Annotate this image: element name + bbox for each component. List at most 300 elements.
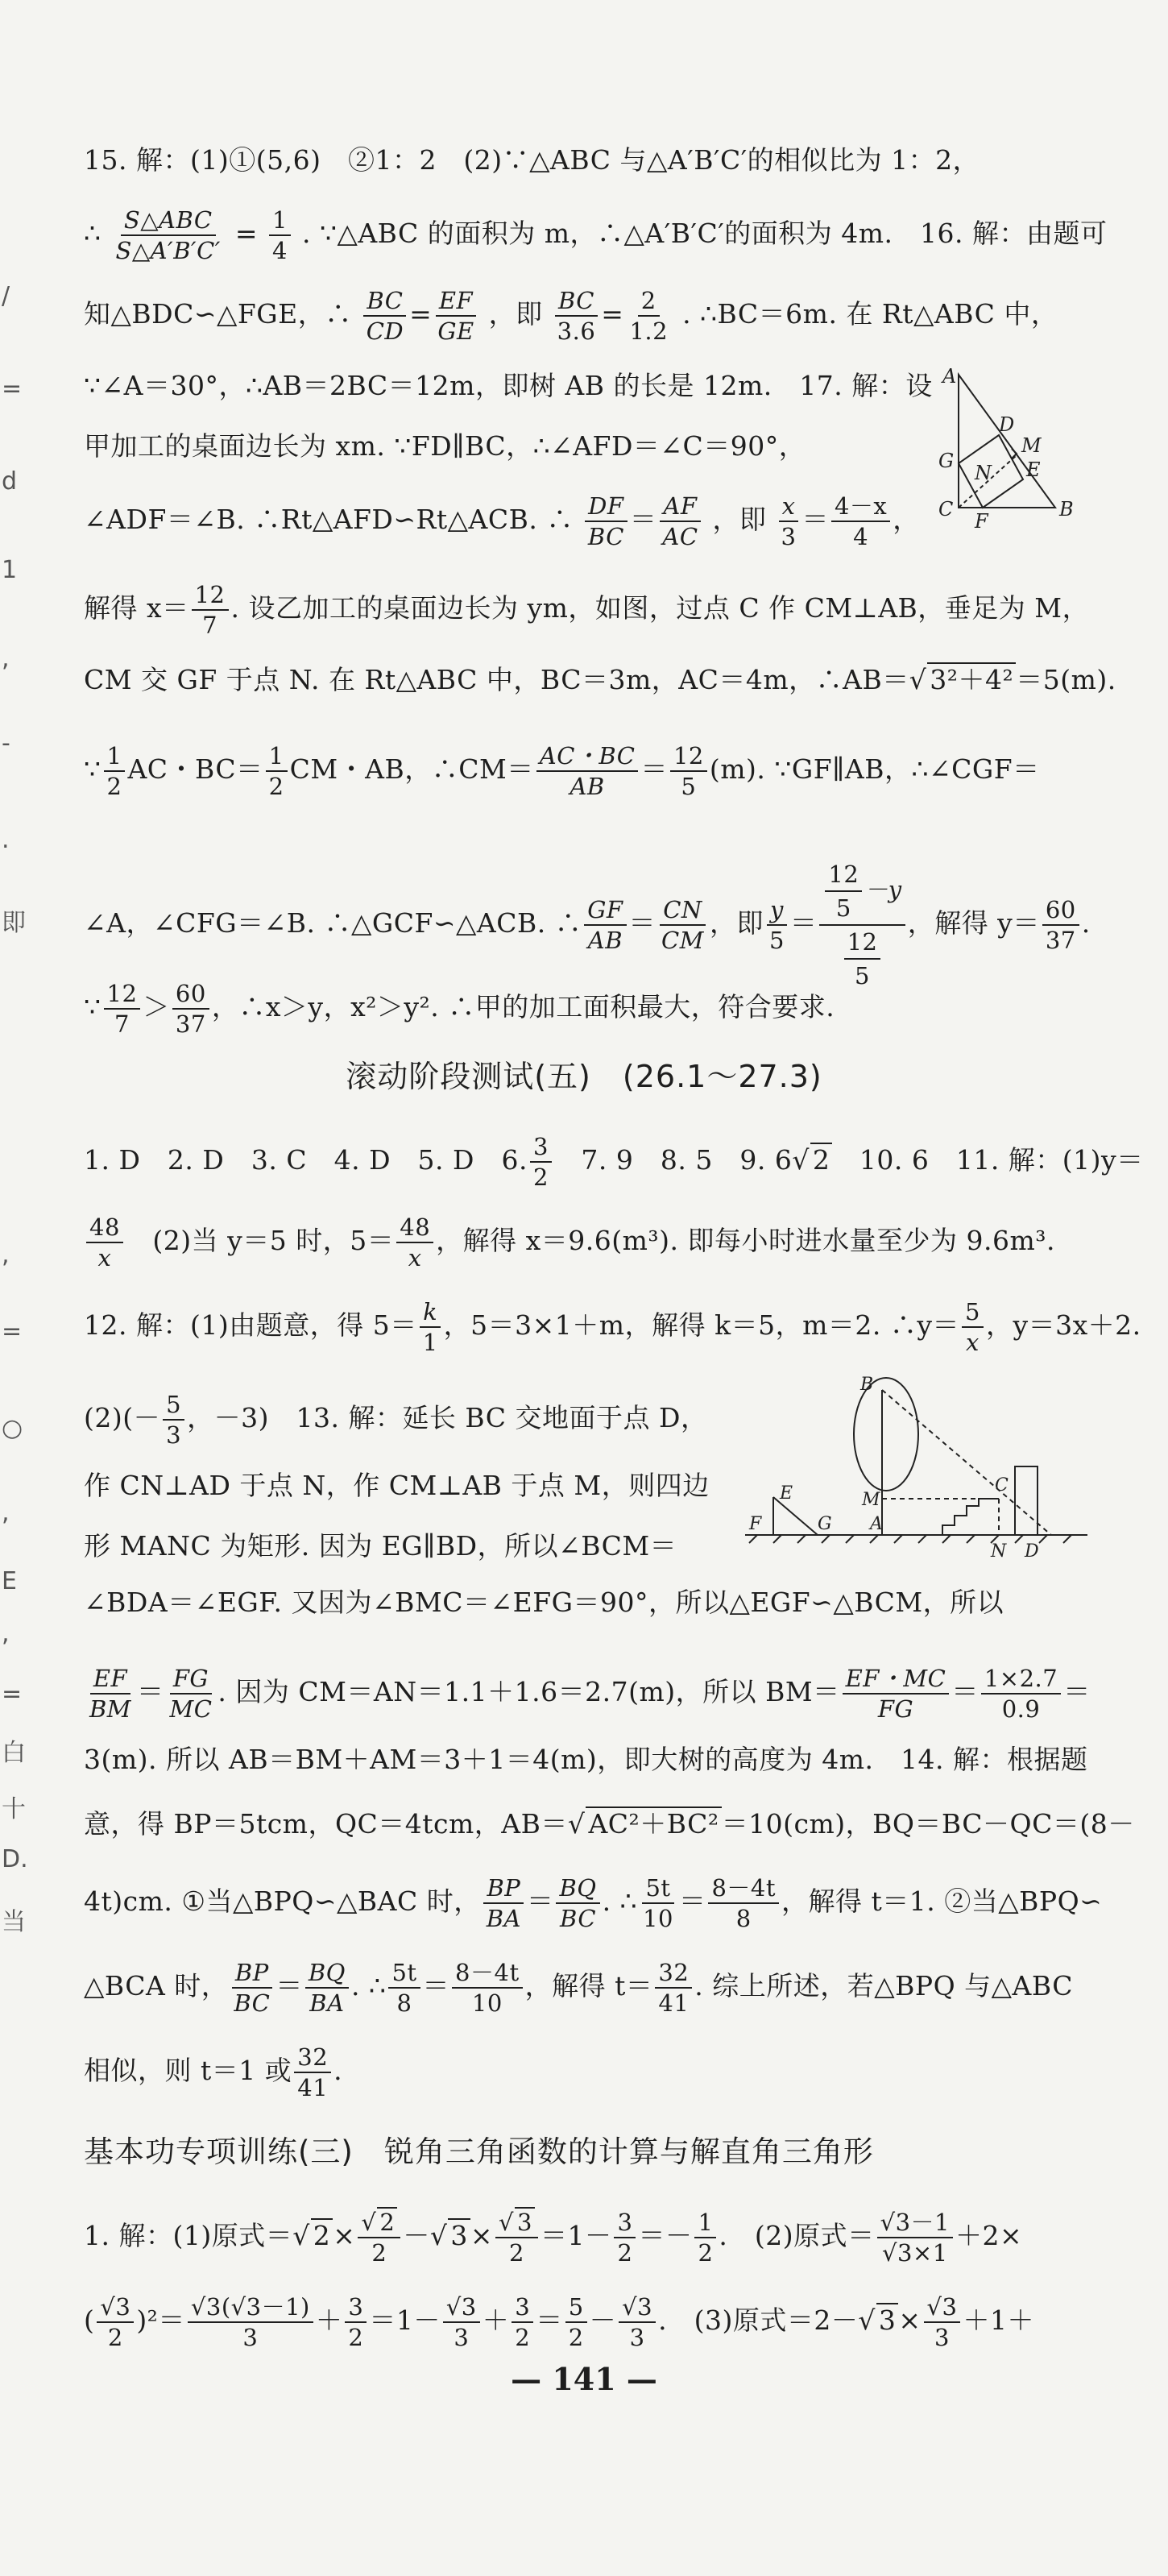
denominator: 3 [166, 1421, 182, 1449]
denominator: BC [587, 523, 624, 550]
margin-mark: , [2, 1620, 10, 1648]
text: ，解得 t＝1. ②当△BPQ∽ [781, 1885, 1103, 1917]
label-m2: M [862, 1490, 880, 1510]
fraction [163, 1390, 184, 1450]
fraction [97, 2292, 134, 2352]
text: ＝5(m). [1016, 664, 1116, 695]
numerator: 12 [844, 926, 881, 960]
text: 10. 6 11. 解：(1)y＝ [832, 1144, 1144, 1176]
text: 作 CN⊥AD 于点 N，作 CM⊥AB 于点 M，则四边 [84, 1470, 710, 1501]
sqrt-content: 2 [810, 1143, 833, 1176]
denominator: 1.2 [629, 317, 669, 345]
margin-mark: = [2, 375, 23, 403]
stairs [942, 1499, 999, 1535]
text: 7. 9 8. 5 9. 6 [553, 1144, 793, 1176]
sqrt-content: 2 [311, 2218, 333, 2251]
denominator: S△A′B′C′ [115, 237, 221, 264]
text: . ∴ [350, 1970, 387, 2001]
denominator: 2 [698, 2239, 714, 2267]
denominator: 3 [781, 523, 797, 550]
fraction [556, 1873, 599, 1933]
text: ∠BDA＝∠EGF. 又因为∠BMC＝∠EFG＝90°，所以△EGF∽△BCM，所以 [84, 1587, 1004, 1618]
section-title: 基本功专项训练(三) 锐角三角函数的计算与解直角三角形 [84, 2134, 874, 2169]
text: ＝－ [638, 2220, 693, 2251]
numerator: BP [232, 1958, 272, 1989]
fraction [694, 2208, 716, 2267]
numerator: 8－4t [708, 1873, 779, 1904]
denominator: 2 [371, 2239, 387, 2267]
label-b: B [1059, 498, 1074, 521]
numerator [819, 858, 905, 926]
fraction [658, 895, 707, 955]
text: ， [893, 504, 920, 535]
numerator: 2 [638, 286, 660, 317]
fraction [483, 1873, 524, 1933]
text: 甲加工的桌面边长为 xm. ∵FD∥BC，∴∠AFD＝∠C＝90°， [84, 430, 806, 462]
numerator: 3 [530, 1132, 552, 1163]
fraction [565, 2292, 587, 2352]
text: ＋ [482, 2304, 510, 2336]
numerator: EF [90, 1664, 130, 1695]
margin-mark: ○ [2, 1414, 23, 1442]
text: 1. D 2. D 3. C 4. D 5. D 6. [84, 1144, 528, 1176]
margin-mark: 即 [2, 909, 26, 937]
numerator: CN [660, 895, 706, 926]
margin-mark: d [2, 467, 18, 496]
numerator: y [767, 895, 787, 926]
numerator: √ 3 [495, 2208, 538, 2238]
denominator: 8 [396, 1989, 412, 2017]
numerator: S△ABC [121, 205, 216, 236]
margin-mark: , [2, 1499, 10, 1527]
page-number: — 141 — [511, 2361, 657, 2397]
numerator: 5t [642, 1873, 673, 1904]
text: ＋ [315, 2304, 343, 2336]
denominator: √3×1 [881, 2239, 948, 2267]
text: )²＝ [136, 2304, 185, 2336]
numerator: 1 [694, 2208, 716, 2238]
text: . (3)原式＝2－ [658, 2304, 859, 2336]
text-line [84, 1213, 1087, 1272]
fraction [269, 205, 291, 265]
text: = [409, 298, 433, 330]
numerator: √ 2 [358, 2208, 400, 2238]
fraction [266, 741, 288, 801]
label-e2: E [780, 1483, 793, 1504]
text: 12. 解：(1)由题意，得 5＝ [84, 1309, 417, 1341]
denominator: 2 [532, 1164, 549, 1191]
numerator: AF [660, 492, 700, 522]
fraction [188, 2292, 313, 2352]
text: 知△BDC∽△FGE，∴ [84, 298, 352, 330]
text-line [84, 1466, 830, 1505]
text: ＝ [536, 2304, 563, 2336]
numerator: 48 [86, 1213, 123, 1243]
numerator: 4－x [831, 492, 890, 522]
label-a2: A [870, 1514, 883, 1534]
text: ∴ [84, 218, 101, 249]
tree-figure [741, 1370, 1096, 1563]
denominator: 10 [643, 1905, 673, 1932]
text-line [84, 427, 926, 466]
text: (m). ∵GF∥AB，∴∠CGF＝ [709, 753, 1040, 785]
numerator: BC [555, 286, 598, 317]
text: ＝10(cm)，BQ＝BC－QC＝(8－ [721, 1808, 1135, 1840]
text-line: ∠ADF＝∠B. ∴Rt△AFD∽Rt△ACB. ∴ $\frac{DF}{BC}$ ＝ $\frac{AF}{AC}$ ，即 $\frac{x}{3}$ ＝ $\frac{4-x}{4}$ ， [84, 492, 920, 550]
text-line: 1. 解：(1)原式＝√ 2× $\frac{√ 2}{2}$ －√ 3× $\frac{√ 3}{2}$ ＝1－ $\frac{3}{2}$ ＝－ $\frac{1}{2}$ . (2)原式＝ $\frac{√3-1}{√3\times 1}$ ＋2× [84, 2209, 1023, 2267]
text: － [403, 2220, 430, 2251]
fraction [778, 492, 800, 551]
text: = [234, 218, 259, 249]
fraction [434, 286, 477, 346]
fraction [659, 492, 701, 551]
text-line: CM 交 GF 于点 N. 在 Rt△ABC 中，BC＝3m，AC＝4m，∴AB＝√ 3²＋4²＝5(m). [84, 664, 1116, 695]
denominator: BC [560, 1905, 597, 1932]
denominator: 41 [658, 1989, 690, 2017]
fraction [825, 858, 862, 924]
text: . ∵△ABC 的面积为 m，∴△A′B′C′的面积为 4m. 16. 解：由题可 [301, 218, 1108, 249]
text: . 设乙加工的桌面边长为 ym，如图，过点 C 作 CM⊥AB，垂足为 M， [230, 592, 1090, 624]
denominator: 8 [735, 1905, 752, 1932]
text: × [898, 2304, 922, 2336]
fraction [655, 1958, 692, 2018]
text-line [84, 1297, 1141, 1357]
margin-mark: 当 [2, 1908, 26, 1936]
denominator: 7 [202, 612, 218, 639]
numerator: 1 [269, 205, 291, 236]
text: ，即 [488, 298, 543, 330]
numerator: DF [585, 492, 627, 522]
fraction [614, 2208, 636, 2267]
margin-mark: = [2, 1317, 23, 1346]
text: ，y＝3x＋2. [985, 1309, 1141, 1341]
text: ∠ADF＝∠B. ∴Rt△AFD∽Rt△ACB. ∴ [84, 504, 574, 535]
fraction [358, 2208, 400, 2267]
text: . [1081, 907, 1091, 939]
denominator: BA [486, 1905, 521, 1932]
text: ( [84, 2304, 95, 2336]
section-heading: 滚动阶段测试(五) (26.1～27.3) [346, 1059, 822, 1094]
fraction [843, 1664, 950, 1724]
text-line [84, 979, 1087, 1039]
text: . 综上所述，若△BPQ 与△ABC [694, 1970, 1073, 2001]
numerator: 1×2.7 [981, 1664, 1061, 1695]
denominator: 5 [768, 927, 785, 954]
fraction [305, 1958, 349, 2018]
denominator: FG [877, 1695, 914, 1723]
text-line: ∠A，∠CFG＝∠B. ∴△GCF∽△ACB. ∴ $\frac{GF}{AB}$ ＝ $\frac{CN}{CM}$ ，即 $\frac{y}{5}$ ＝ $\frac{12}{5}$ －y $\frac{12}{5}$ ，解得 y＝ $\frac{60}{37}$ . [84, 858, 1087, 992]
denominator: 2 [515, 2324, 531, 2351]
denominator: 10 [471, 1989, 503, 2017]
denominator: AC [662, 523, 698, 550]
numerator: EF [436, 286, 476, 317]
fraction [294, 2043, 331, 2102]
denominator: 2 [509, 2239, 524, 2267]
denominator: 2 [268, 773, 284, 800]
denominator: 5 [855, 962, 870, 989]
label-n2: N [991, 1541, 1007, 1562]
denominator: 5 [835, 894, 851, 922]
margin-mark: , [2, 645, 10, 673]
fraction [536, 741, 639, 801]
text: = [601, 298, 624, 330]
label-d2: D [1025, 1541, 1039, 1562]
text: (2)(－ [84, 1402, 161, 1433]
sqrt-content: 3 [448, 2218, 470, 2251]
fraction [452, 1958, 523, 2018]
fraction [363, 286, 407, 346]
denominator: BA [309, 1989, 345, 2017]
text: ∵ [84, 753, 101, 785]
fraction [831, 492, 890, 551]
fraction [640, 1873, 677, 1933]
fraction [670, 741, 707, 801]
text: AC・BC＝ [127, 753, 263, 785]
text-line [84, 2043, 1087, 2102]
ground-hatch [749, 1535, 1071, 1543]
text: ，解得 y＝ [907, 907, 1040, 939]
numerator: EF・MC [843, 1664, 950, 1695]
numerator: 32 [655, 1958, 692, 1989]
text-line [84, 1390, 830, 1450]
text-line: △BCA 时， $\frac{BP}{BC}$ ＝ $\frac{BQ}{BA}$ . ∴ $\frac{5t}{8}$ ＝ $\frac{8-4t}{10}$ ，解得 t＝ $\frac{32}{41}$ . 综上所述，若△BPQ 与△ABC [84, 1959, 1073, 2017]
building [1015, 1466, 1038, 1535]
label-f: F [975, 510, 988, 528]
denominator: AB [587, 927, 623, 954]
fraction [530, 1132, 552, 1192]
text-line: ( $\frac{√3}{2}$ )²＝ $\frac{√3(√3-1)}{3}$ ＋ $\frac{3}{2}$ ＝1－ $\frac{√3}{3}$ ＋ $\frac{3}{2}$ ＝ $\frac{5}{2}$ － $\frac{√3}{3}$ . (3)原式＝2－√ 3× $\frac{√3}{3}$ ＋1＋ [84, 2293, 1034, 2351]
text: ∵∠A＝30°，∴AB＝2BC＝12m，即树 AB 的长是 12m. 17. 解：设 [84, 370, 933, 401]
sqrt-content: 3²＋4² [927, 662, 1016, 695]
tree-crown [854, 1378, 918, 1491]
label-g: G [938, 450, 955, 472]
denominator: 4 [272, 237, 288, 264]
fraction [443, 2292, 480, 2352]
text-line [84, 141, 1087, 180]
fraction [345, 2292, 367, 2352]
text: ，解得 t＝ [524, 1970, 653, 2001]
label-g2: G [818, 1514, 832, 1534]
fraction [619, 2292, 656, 2352]
margin-mark: E [2, 1567, 17, 1595]
denominator: 4 [853, 523, 869, 550]
numerator: 12 [825, 858, 862, 892]
text: CM 交 GF 于点 N. 在 Rt△ABC 中，BC＝3m，AC＝4m，∴AB＝ [84, 664, 909, 695]
text-line: ∵ $\frac{1}{2}$ AC・BC＝ $\frac{1}{2}$ CM・AB，∴CM＝ $\frac{AC・BC}{AB}$ ＝ $\frac{12}{5}$ (m). ∵GF∥AB，∴∠CGF＝ [84, 742, 1040, 800]
numerator: 1 [104, 741, 126, 772]
denominator: 3 [242, 2324, 259, 2351]
numerator: 32 [294, 2043, 331, 2073]
text-line [84, 1740, 1087, 1779]
fraction [192, 580, 229, 640]
complex-fraction [819, 858, 905, 992]
right-angle-mark [1012, 449, 1017, 458]
numerator: BQ [556, 1873, 599, 1904]
margin-marks [0, 0, 28, 2576]
fraction [104, 979, 141, 1039]
fraction [104, 741, 126, 801]
fraction [172, 979, 209, 1039]
fraction [495, 2208, 538, 2267]
fraction [877, 2208, 953, 2267]
text: × [333, 2220, 356, 2251]
fraction [708, 1873, 779, 1933]
text: . (2)原式＝ [719, 2220, 875, 2251]
label-n: N [975, 462, 992, 484]
text: 相似，则 t＝1 或 [84, 2055, 292, 2086]
triangle-figure [926, 367, 1087, 528]
fraction [1042, 895, 1079, 955]
numerator: 60 [172, 979, 209, 1010]
fraction [626, 286, 671, 346]
text-line: $\frac{EF}{BM}$ ＝ $\frac{FG}{MC}$ . 因为 CM＝AN＝1.1＋1.6＝2.7(m)，所以 BM＝ $\frac{EF・MC}{FG}$ ＝ $\frac{1\times 2.7}{0.9}$ ＝ [84, 1664, 1087, 1724]
fraction [86, 1213, 123, 1272]
denominator: x [97, 1244, 112, 1271]
text: 3(m). 所以 AB＝BM＋AM＝3＋1＝4(m)，即大树的高度为 4m. 14. 解：根据题 [84, 1744, 1088, 1775]
text: ，5＝3×1＋m，解得 k＝5，m＝2. ∴y＝ [443, 1309, 959, 1341]
label-c: C [938, 498, 954, 521]
numerator: 8－4t [452, 1958, 523, 1989]
numerator: 1 [266, 741, 288, 772]
numerator: BP [483, 1873, 524, 1904]
denominator: 1 [422, 1329, 438, 1356]
text: CM・AB，∴CM＝ [289, 753, 534, 785]
denominator: 3 [934, 2324, 950, 2351]
text-line [84, 580, 1090, 640]
fraction [554, 286, 599, 346]
denominator: x [966, 1329, 980, 1356]
fraction [86, 1664, 135, 1724]
text: . 因为 CM＝AN＝1.1＋1.6＝2.7(m)，所以 BM＝ [217, 1676, 840, 1707]
text: × [470, 2220, 494, 2251]
numerator: √3－1 [877, 2208, 953, 2238]
margin-mark: 1 [2, 556, 18, 584]
denominator: CM [661, 927, 704, 954]
label-m: M [1021, 434, 1042, 457]
denominator: 2 [107, 2324, 123, 2351]
denominator: MC [169, 1695, 213, 1723]
denominator: 0.9 [1001, 1695, 1041, 1723]
fraction [981, 1664, 1061, 1724]
denominator: BM [89, 1695, 132, 1723]
denominator: 3 [454, 2324, 470, 2351]
numerator: 3 [345, 2292, 367, 2323]
numerator: BC [363, 286, 406, 317]
text: 4t)cm. ①当△BPQ∽△BAC 时， [84, 1885, 481, 1917]
text-line [84, 1527, 830, 1566]
denominator: 3.6 [557, 317, 596, 345]
fraction [388, 1958, 420, 2018]
numerator: √3 [924, 2292, 961, 2323]
numerator: 60 [1042, 895, 1079, 926]
numerator: 12 [104, 979, 141, 1010]
text: ＝ [1063, 1676, 1091, 1707]
margin-mark: . [2, 826, 10, 854]
text-line: 4t)cm. ①当△BPQ∽△BAC 时， $\frac{BP}{BA}$ ＝ $\frac{BQ}{BC}$ . ∴ $\frac{5t}{10}$ ＝ $\frac{8-4t}{8}$ ，解得 t＝1. ②当△BPQ∽ [84, 1874, 1103, 1932]
denominator: 41 [297, 2074, 329, 2101]
margin-mark: 十 [2, 1795, 26, 1823]
numerator: 5t [388, 1958, 420, 1989]
text-line: 意，得 BP＝5tcm，QC＝4tcm，AB＝√ AC²＋BC²＝10(cm)，BQ＝BC－QC＝(8－ [84, 1808, 1135, 1840]
text-line: 1. D 2. D 3. C 4. D 5. D 6. $\frac{3}{2}$ 7. 9 8. 5 9. 6√ 2 10. 6 11. 解：(1)y＝ [84, 1133, 1144, 1191]
text: ，即 [712, 504, 767, 535]
q15-line1: 15. 解：(1)①(5,6) ②1：2 (2)∵△ABC 与△A′B′C′的相似比为 1：2， [84, 144, 980, 176]
denominator: 37 [1045, 927, 1076, 954]
numerator: √3(√3－1) [188, 2292, 313, 2323]
numerator: FG [170, 1664, 212, 1695]
fraction [962, 1297, 984, 1357]
denominator: CD [366, 317, 404, 345]
numerator: 3 [512, 2292, 533, 2323]
numerator: 12 [192, 580, 229, 611]
sqrt-content: 3 [515, 2207, 535, 2236]
margin-mark: , [2, 1241, 10, 1269]
denominator: 7 [114, 1010, 130, 1038]
fraction [585, 492, 627, 551]
numerator: √3 [443, 2292, 480, 2323]
numerator: BQ [305, 1958, 349, 1989]
numerator: AC・BC [536, 741, 639, 772]
label-a: A [942, 367, 957, 388]
fraction [113, 205, 224, 265]
denominator: 2 [617, 2239, 633, 2267]
numerator: √3 [619, 2292, 656, 2323]
text-line [84, 286, 1087, 346]
fraction [420, 1297, 441, 1357]
text: ，解得 x＝9.6(m³). 即每小时进水量至少为 9.6m³. [436, 1225, 1055, 1256]
text: ∠A，∠CFG＝∠B. ∴△GCF∽△ACB. ∴ [84, 907, 582, 939]
margin-mark: 白 [2, 1739, 26, 1767]
text: ＋2× [955, 2220, 1023, 2251]
text: ，即 [709, 907, 764, 939]
sqrt-content: AC²＋BC² [586, 1807, 721, 1840]
numerator: 3 [614, 2208, 636, 2238]
label-d: D [999, 413, 1015, 436]
fraction [167, 1664, 216, 1724]
numerator: 12 [670, 741, 707, 772]
text: ＞ [143, 991, 170, 1023]
label-b2: B [860, 1375, 874, 1395]
text: ∵ [84, 991, 101, 1023]
numerator: x [779, 492, 799, 522]
text: . [333, 2055, 343, 2086]
text: (2)当 y＝5 时，5＝ [125, 1225, 395, 1256]
text: ＝1－ [540, 2220, 612, 2251]
sqrt-content: 2 [377, 2207, 397, 2236]
margin-mark: / [2, 282, 10, 310]
fraction [512, 2292, 533, 2352]
text: . ∴BC＝6m. 在 Rt△ABC 中， [682, 298, 1058, 330]
numerator: k [420, 1297, 441, 1328]
fraction [396, 1213, 433, 1272]
denominator: 5 [681, 773, 697, 800]
text: 形 MANC 为矩形. 因为 EG∥BD，所以∠BCM＝ [84, 1530, 677, 1562]
text: ，∴x＞y，x²＞y². ∴甲的加工面积最大，符合要求. [211, 991, 835, 1023]
numerator: GF [584, 895, 626, 926]
margin-mark: = [2, 1680, 23, 1708]
text: ＋1＋ [963, 2304, 1034, 2336]
text: 1. 解：(1)原式＝ [84, 2220, 293, 2251]
denominator: x [408, 1244, 422, 1271]
denominator: GE [437, 317, 474, 345]
label-c2: C [995, 1475, 1009, 1495]
numerator: √3 [97, 2292, 134, 2323]
denominator: AB [570, 773, 605, 800]
text: △BCA 时， [84, 1970, 229, 2001]
numerator: 5 [962, 1297, 984, 1328]
denominator: 2 [106, 773, 122, 800]
fraction [766, 895, 788, 955]
